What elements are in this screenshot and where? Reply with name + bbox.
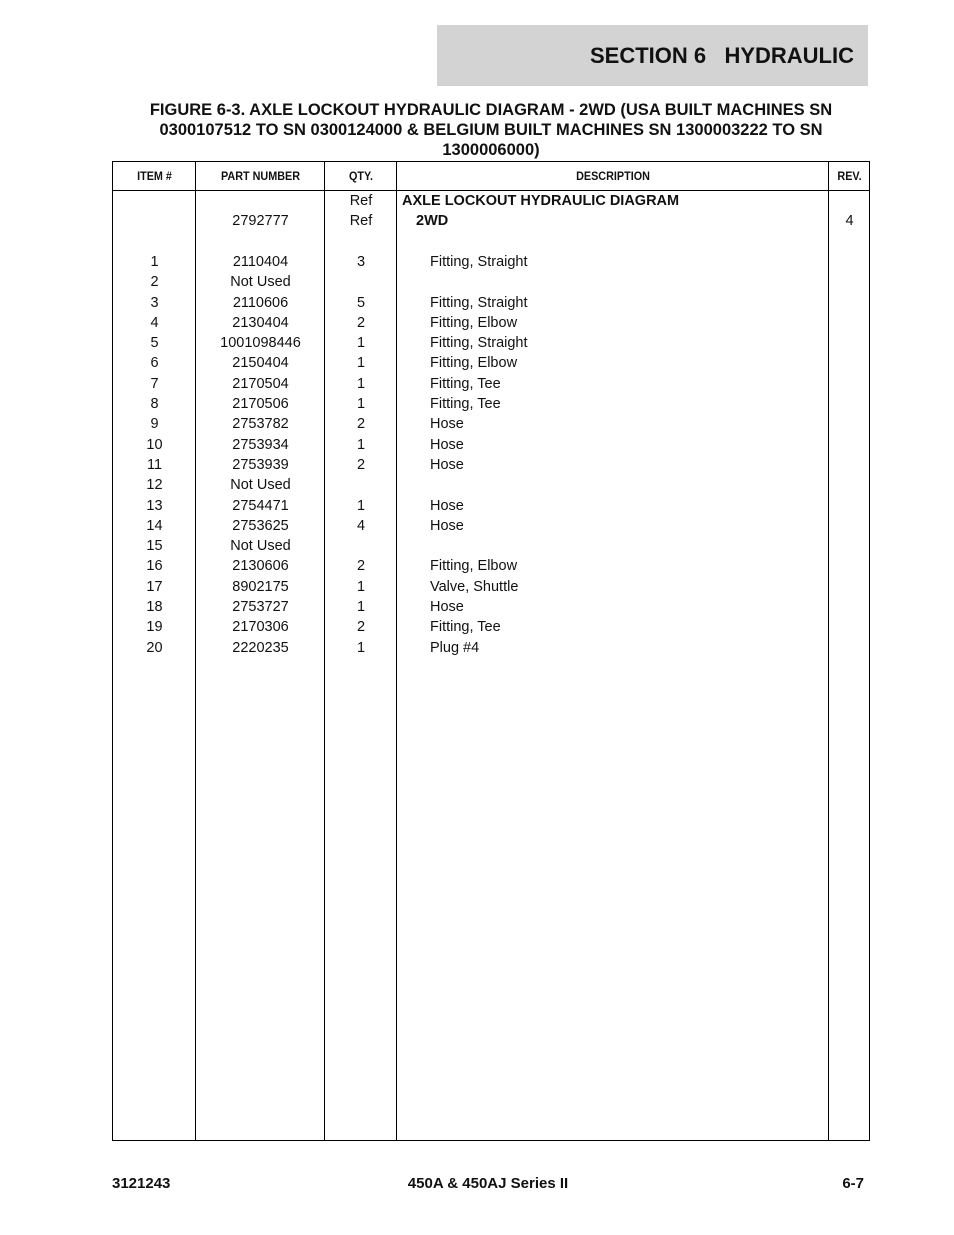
row-rev [829,293,870,313]
row-rev [829,394,870,414]
table-row [113,252,869,272]
row-item-number: 17 [146,578,163,595]
table-row [113,353,869,373]
row-description: Hose [430,599,464,615]
row-qty: 1 [356,355,366,372]
row-rev [829,455,870,475]
table-row [113,191,869,211]
header-rev: REV. [837,169,862,183]
row-qty: 1 [356,639,366,656]
row-item-number [113,191,196,211]
row-description: 2WD [416,213,449,230]
row-qty: 1 [356,335,366,352]
table-row [113,597,869,617]
row-rev [829,435,870,455]
row-rev [829,272,870,292]
row-item-number: 14 [146,517,163,534]
row-part-number: 2170306 [232,619,289,636]
table-row [113,293,869,313]
row-item-number: 12 [146,477,163,494]
row-item-number: 19 [146,619,163,636]
table-row [113,313,869,333]
row-part-number: 2753727 [232,599,289,615]
page-footer [112,1175,864,1195]
row-qty: 2 [356,314,366,331]
row-item-number [113,211,196,231]
row-part-number: 2753934 [232,436,289,453]
row-part-number: Not Used [230,538,291,555]
row-part-number: 2150404 [232,355,289,372]
row-qty: 3 [356,253,366,270]
row-rev [829,313,870,333]
header-qty: QTY. [348,169,373,183]
row-description: Valve, Shuttle [430,578,519,595]
row-description: Fitting, Elbow [430,355,518,372]
row-item-number: 3 [150,294,159,311]
row-description: Fitting, Tee [430,396,501,412]
footer-page-number: 6-7 [842,1175,864,1192]
row-part-number: 2753939 [232,456,289,473]
table-row [113,455,869,475]
row-item-number: 5 [150,335,159,352]
row-qty: Ref [349,193,373,209]
row-qty [325,475,397,495]
table-row [113,577,869,597]
row-rev [829,252,870,272]
row-qty: 4 [356,517,366,534]
row-description: Fitting, Straight [430,294,528,311]
row-rev [829,353,870,373]
table-row [113,435,869,455]
row-item-number: 2 [150,274,159,291]
row-item-number: 18 [146,599,163,615]
row-description: AXLE LOCKOUT HYDRAULIC DIAGRAM [402,193,680,209]
row-description [397,272,829,292]
row-item-number: 8 [150,396,159,412]
header-part-number: PART NUMBER [220,169,301,183]
table-header-row [113,162,869,191]
row-rev [829,496,870,516]
row-qty: 1 [356,375,366,392]
row-description: Hose [430,436,464,453]
row-part-number: 2753625 [232,517,289,534]
table-row [113,394,869,414]
row-part-number: Not Used [230,477,291,494]
row-qty [325,536,397,556]
row-part-number: 2110606 [232,294,289,311]
row-description: Fitting, Elbow [430,314,518,331]
row-qty: 1 [356,578,366,595]
row-qty: 5 [356,294,366,311]
row-item-number: 20 [146,639,163,656]
row-qty: 1 [356,497,366,514]
table-row [113,638,869,658]
row-item-number: 15 [146,538,163,555]
row-item-number: 4 [150,314,159,331]
row-description [397,475,829,495]
parts-table [112,161,870,1141]
row-description: Hose [430,497,464,514]
table-row [113,211,869,231]
row-rev [829,333,870,353]
row-rev [829,577,870,597]
row-rev [829,536,870,556]
table-row [113,333,869,353]
table-row [113,374,869,394]
table-row [113,617,869,637]
row-description: Fitting, Straight [430,335,528,352]
row-part-number: 2130404 [232,314,289,331]
row-item-number: 1 [150,253,159,270]
row-description: Hose [430,456,464,473]
table-row [113,536,869,556]
row-rev [829,475,870,495]
table-row [113,556,869,576]
row-description: Hose [430,416,464,433]
row-rev [829,414,870,434]
row-description: Fitting, Tee [430,619,501,636]
row-qty: 1 [356,599,366,615]
row-part-number [196,191,325,211]
row-rev [829,597,870,617]
section-title: SECTION 6 HYDRAULIC [589,42,854,68]
row-qty: 2 [356,456,366,473]
row-part-number: 1001098446 [220,335,301,352]
footer-model: 450A & 450AJ Series II [407,1175,569,1192]
row-qty: Ref [349,213,373,230]
row-description: Hose [430,517,464,534]
row-description [397,536,829,556]
table-row [113,496,869,516]
row-part-number: Not Used [230,274,291,291]
row-rev [829,374,870,394]
row-rev: 4 [845,213,854,230]
row-qty: 1 [356,396,366,412]
row-rev [829,617,870,637]
row-part-number: 2170506 [232,396,289,412]
row-qty: 2 [356,416,366,433]
footer-doc-number: 3121243 [112,1175,171,1192]
row-rev [829,516,870,536]
row-item-number: 6 [150,355,159,372]
row-qty: 2 [356,619,366,636]
row-qty: 1 [356,436,366,453]
row-description: Fitting, Straight [430,253,528,270]
row-part-number: 2754471 [232,497,289,514]
row-part-number: 2220235 [232,639,289,656]
row-item-number: 11 [146,456,163,473]
table-row [113,414,869,434]
row-part-number: 2792777 [232,213,289,230]
row-item-number: 13 [146,497,163,514]
table-row [113,272,869,292]
row-description: Fitting, Elbow [430,558,518,575]
row-description: Plug #4 [430,639,480,656]
row-part-number: 8902175 [232,578,289,595]
table-row [113,516,869,536]
header-description: DESCRIPTION [576,169,650,183]
row-part-number: 2753782 [232,416,289,433]
section-header [437,25,868,86]
row-item-number: 16 [146,558,163,575]
row-part-number: 2110404 [232,253,289,270]
row-qty [325,272,397,292]
row-item-number: 7 [150,375,159,392]
row-item-number: 10 [146,436,163,453]
table-row [113,475,869,495]
row-item-number: 9 [150,416,159,433]
header-item: ITEM # [137,169,172,183]
row-rev [829,556,870,576]
row-part-number: 2130606 [232,558,289,575]
row-part-number: 2170504 [232,375,289,392]
figure-title: FIGURE 6-3. AXLE LOCKOUT HYDRAULIC DIAGRAM - 2WD (USA BUILT MACHINES SN 0300107512 TO SN 0300124000 & BELGIUM BUILT MACHINES SN 1300003222 TO SN 1300006000) [149,101,833,159]
row-description: Fitting, Tee [430,375,501,392]
row-rev [829,191,870,211]
row-qty: 2 [356,558,366,575]
row-rev [829,638,870,658]
